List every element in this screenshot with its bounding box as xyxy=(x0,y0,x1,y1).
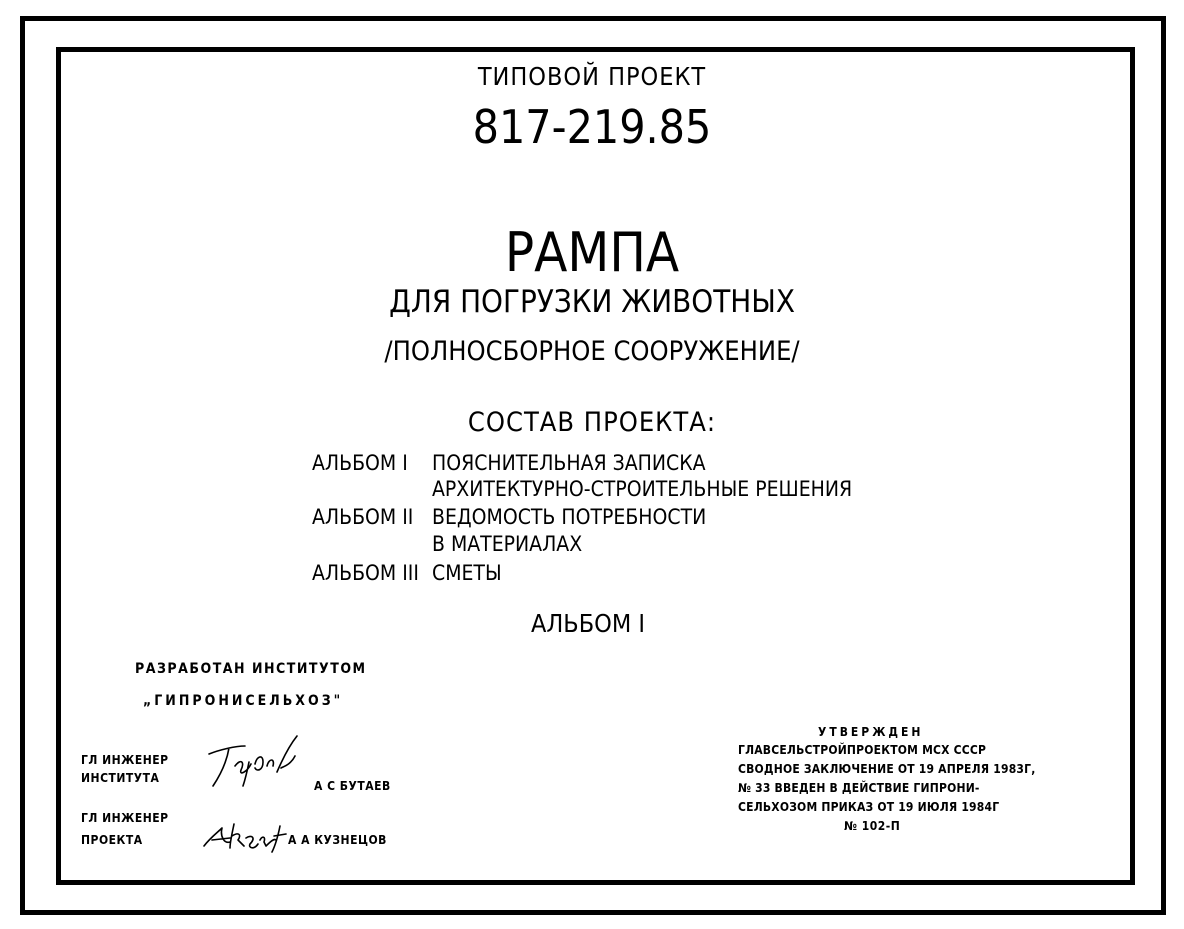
signatory-1-role-1: ГЛ ИНЖЕНЕР xyxy=(81,753,169,767)
album-1-label: АЛЬБОМ I xyxy=(312,451,408,475)
approval-heading: УТВЕРЖДЕН xyxy=(818,725,924,739)
approval-line-2: СВОДНОЕ ЗАКЛЮЧЕНИЕ ОТ 19 АПРЕЛЯ 1983Г, xyxy=(738,762,1036,776)
developer-line-1: РАЗРАБОТАН ИНСТИТУТОМ xyxy=(135,661,367,677)
album-2-line-2: В МАТЕРИАЛАХ xyxy=(432,532,583,556)
signatory-2-role-2: ПРОЕКТА xyxy=(81,833,143,847)
current-album: АЛЬБОМ I xyxy=(531,609,646,638)
signatory-1-role-2: ИНСТИТУТА xyxy=(81,771,160,785)
album-3-line-1: СМЕТЫ xyxy=(432,561,502,585)
album-2-line-1: ВЕДОМОСТЬ ПОТРЕБНОСТИ xyxy=(432,505,707,529)
signature-2 xyxy=(200,818,300,854)
album-2-label: АЛЬБОМ II xyxy=(312,505,414,529)
album-1-line-1: ПОЯСНИТЕЛЬНАЯ ЗАПИСКА xyxy=(432,451,706,475)
album-1-line-2: АРХИТЕКТУРНО-СТРОИТЕЛЬНЫЕ РЕШЕНИЯ xyxy=(432,477,853,501)
signatory-2-name: А А КУЗНЕЦОВ xyxy=(288,833,387,847)
construction-note: /ПОЛНОСБОРНОЕ СООРУЖЕНИЕ/ xyxy=(384,336,800,367)
page-subtitle: ДЛЯ ПОГРУЗКИ ЖИВОТНЫХ xyxy=(389,284,795,320)
page-title: РАМПА xyxy=(504,221,680,284)
signature-1 xyxy=(205,732,305,792)
approval-line-1: ГЛАВСЕЛЬСТРОЙПРОЕКТОМ МСХ СССР xyxy=(738,743,987,757)
approval-line-3: № 33 ВВЕДЕН В ДЕЙСТВИЕ ГИПРОНИ- xyxy=(738,781,980,795)
project-number: 817-219.85 xyxy=(472,100,712,154)
signatory-1-name: А С БУТАЕВ xyxy=(314,779,391,793)
album-3-label: АЛЬБОМ III xyxy=(312,561,419,585)
approval-line-5: № 102-П xyxy=(844,819,901,833)
composition-heading: СОСТАВ ПРОЕКТА: xyxy=(467,407,717,438)
developer-institute: „ГИПРОНИСЕЛЬХОЗ" xyxy=(143,693,344,709)
signatory-2-role-1: ГЛ ИНЖЕНЕР xyxy=(81,811,169,825)
approval-line-4: СЕЛЬХОЗОМ ПРИКАЗ ОТ 19 ИЮЛЯ 1984Г xyxy=(738,800,1000,814)
project-kind: ТИПОВОЙ ПРОЕКТ xyxy=(477,62,707,91)
